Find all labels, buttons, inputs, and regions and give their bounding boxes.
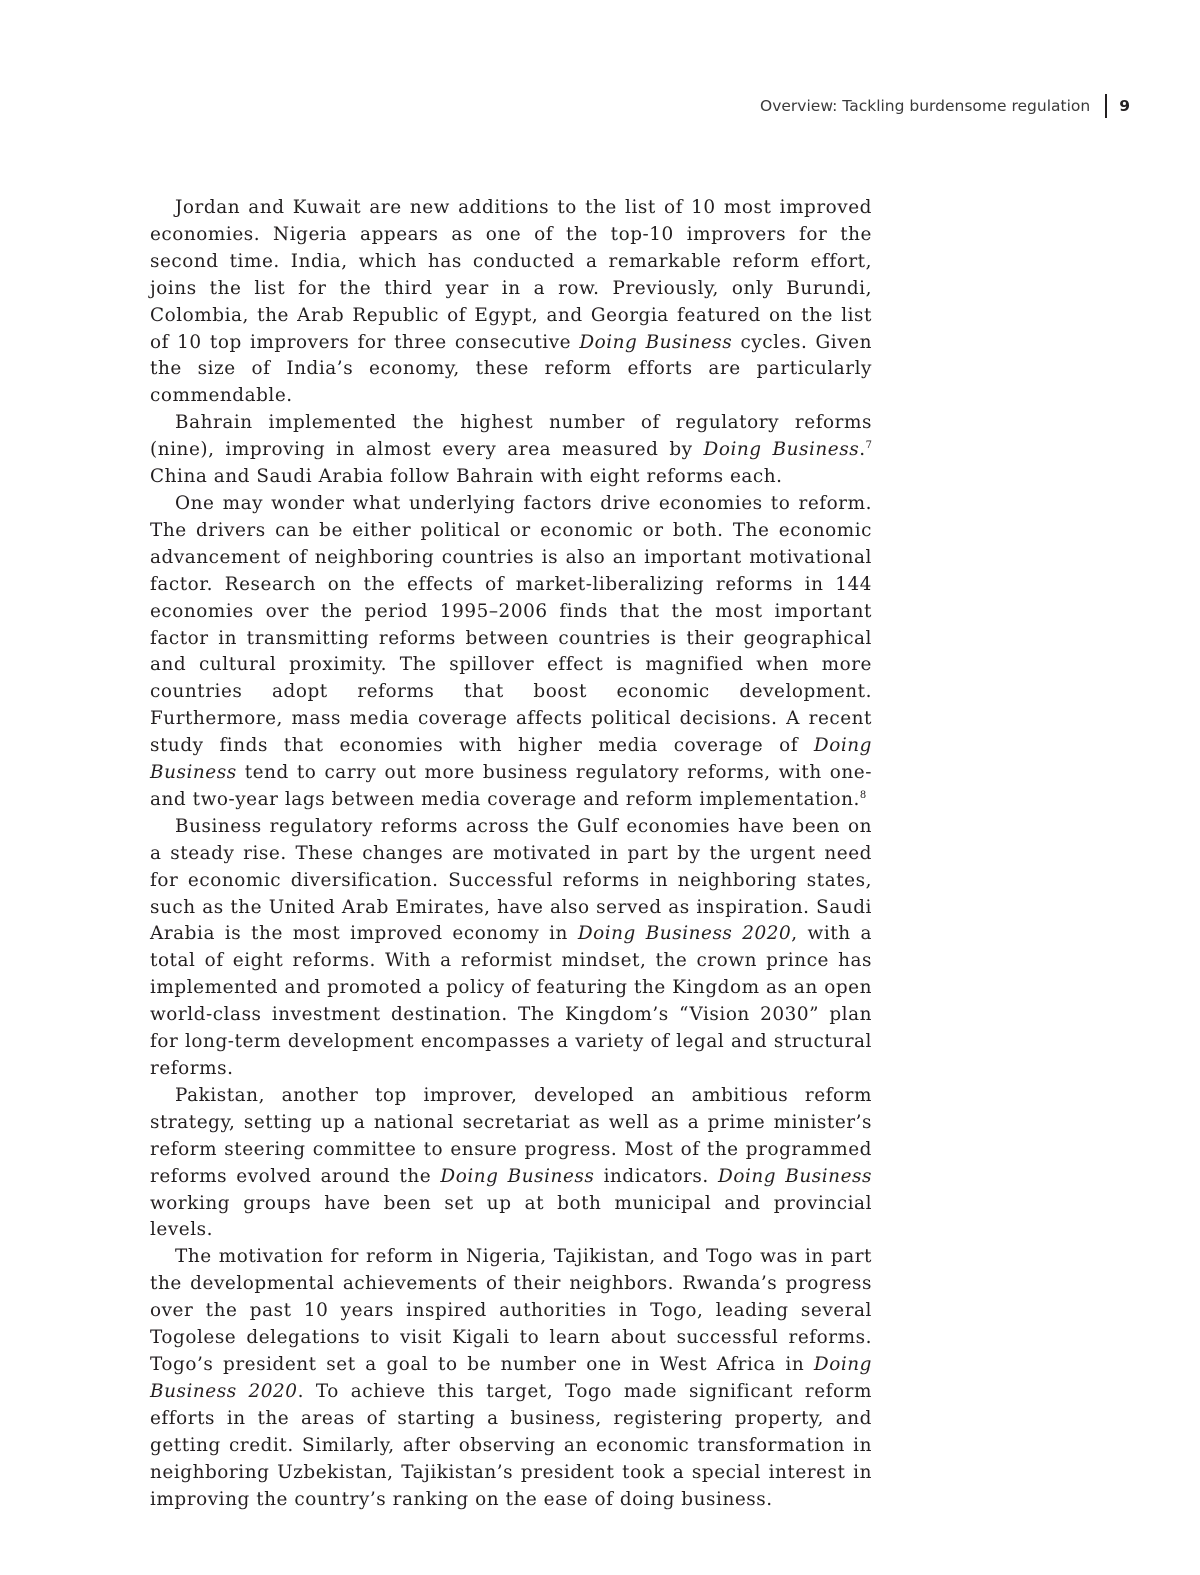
running-header — [760, 94, 1130, 118]
paragraph-pakistan — [150, 1083, 872, 1244]
paragraph-gulf — [150, 814, 872, 1083]
text-run: working groups have been set up at both municipal and provincial levels. — [150, 1192, 872, 1241]
footnote-ref: 7 — [865, 440, 872, 452]
text-run: tend to carry out more business regulatory reforms, with one- and two-year lags between media coverage and reform implementation. — [150, 762, 872, 810]
italic-title: Doing Business — [579, 331, 733, 353]
italic-title: Doing Business 2020 — [577, 923, 792, 945]
footnote-ref: 8 — [859, 789, 867, 801]
text-run: Bahrain implemented the highest number of regulatory reforms (nine), improving in almost every area measured by — [150, 412, 872, 461]
paragraph-drivers — [150, 491, 872, 814]
paragraph-jordan-kuwait — [150, 195, 872, 410]
text-run: Pakistan, another top improver, developed an ambitious reform strategy, setting up a national secretariat as well as a prime minister’s reform steering committee to ensure progress. Most of the programmed reforms evolved around the — [150, 1084, 872, 1187]
text-run: cycles. Given the size of India’s economy, these reform efforts are particularly commendable. — [150, 331, 872, 407]
text-run: One may wonder what underlying factors drive economies to reform. The drivers can be either political or economic or both. The economic advancement of neighboring countries is also an important motivational factor. Research on the effects of market-liberalizing reforms in 144 economies over the period 1995–2006 finds that the most important factor in transmitting reforms between countries is their geographical and cultural proximity. The spillover effect is magnified when more countries adopt reforms that boost economic development. Furthermore, mass media coverage affects political decisions. A recent study finds that economies with higher media coverage of — [150, 492, 872, 757]
body-text — [150, 195, 872, 1513]
header-divider — [1105, 94, 1107, 118]
text-run: Business regulatory reforms across the Gulf economies have been on a steady rise. These changes are motivated in part by the urgent need for economic diversification. Successful reforms in neighboring states, such as the United Arab Emirates, have also served as inspiration. Saudi Arabia is the most improved economy in — [150, 815, 872, 945]
text-run: , with a total of eight reforms. With a reformist mindset, the crown prince has implemented and promoted a policy of featuring the Kingdom as an open world-class investment destination. The Kingdom’s “Vision 2030” plan for long-term development encompasses a variety of legal and structural reforms. — [150, 923, 872, 1079]
text-run: Jordan and Kuwait are new additions to the list of 10 most improved economies. Nigeria appears as one of the top-10 improvers for the second time. India, which has conducted a remarkable reform effort, joins the list for the third year in a row. Previously, only Burundi, Colombia, the Arab Republic of Egypt, and Georgia featured on the list of 10 top improvers for three consecutive — [150, 197, 872, 353]
text-run: China and Saudi Arabia follow Bahrain with eight reforms each. — [150, 466, 783, 488]
text-run: . To achieve this target, Togo made significant reform efforts in the areas of starting a business, registering property, and getting credit. Similarly, after observing an economic transformation in neighboring Uzbekistan, Tajikistan’s president took a special interest in improving the country’s ranking on the ease of doing business. — [150, 1380, 872, 1510]
running-title: Overview: Tackling burdensome regulation — [760, 97, 1091, 115]
italic-title: Doing Business — [150, 735, 872, 784]
text-run: The motivation for reform in Nigeria, Tajikistan, and Togo was in part the developmental achievements of their neighbors. Rwanda’s progress over the past 10 years inspired authorities in Togo, leading several Togolese delegations to visit Kigali to learn about successful reforms. Togo’s president set a goal to be number one in West Africa in — [150, 1246, 872, 1375]
italic-title: Doing Business — [440, 1165, 595, 1187]
paragraph-bahrain — [150, 410, 872, 491]
italic-title: Doing Business — [718, 1165, 872, 1187]
text-run: indicators. — [594, 1165, 719, 1187]
italic-title: Doing Business 2020 — [150, 1353, 872, 1402]
paragraph-togo-tajikistan — [150, 1244, 872, 1513]
page-number: 9 — [1119, 97, 1130, 115]
text-run: . — [859, 439, 866, 461]
italic-title: Doing Business — [703, 439, 860, 461]
